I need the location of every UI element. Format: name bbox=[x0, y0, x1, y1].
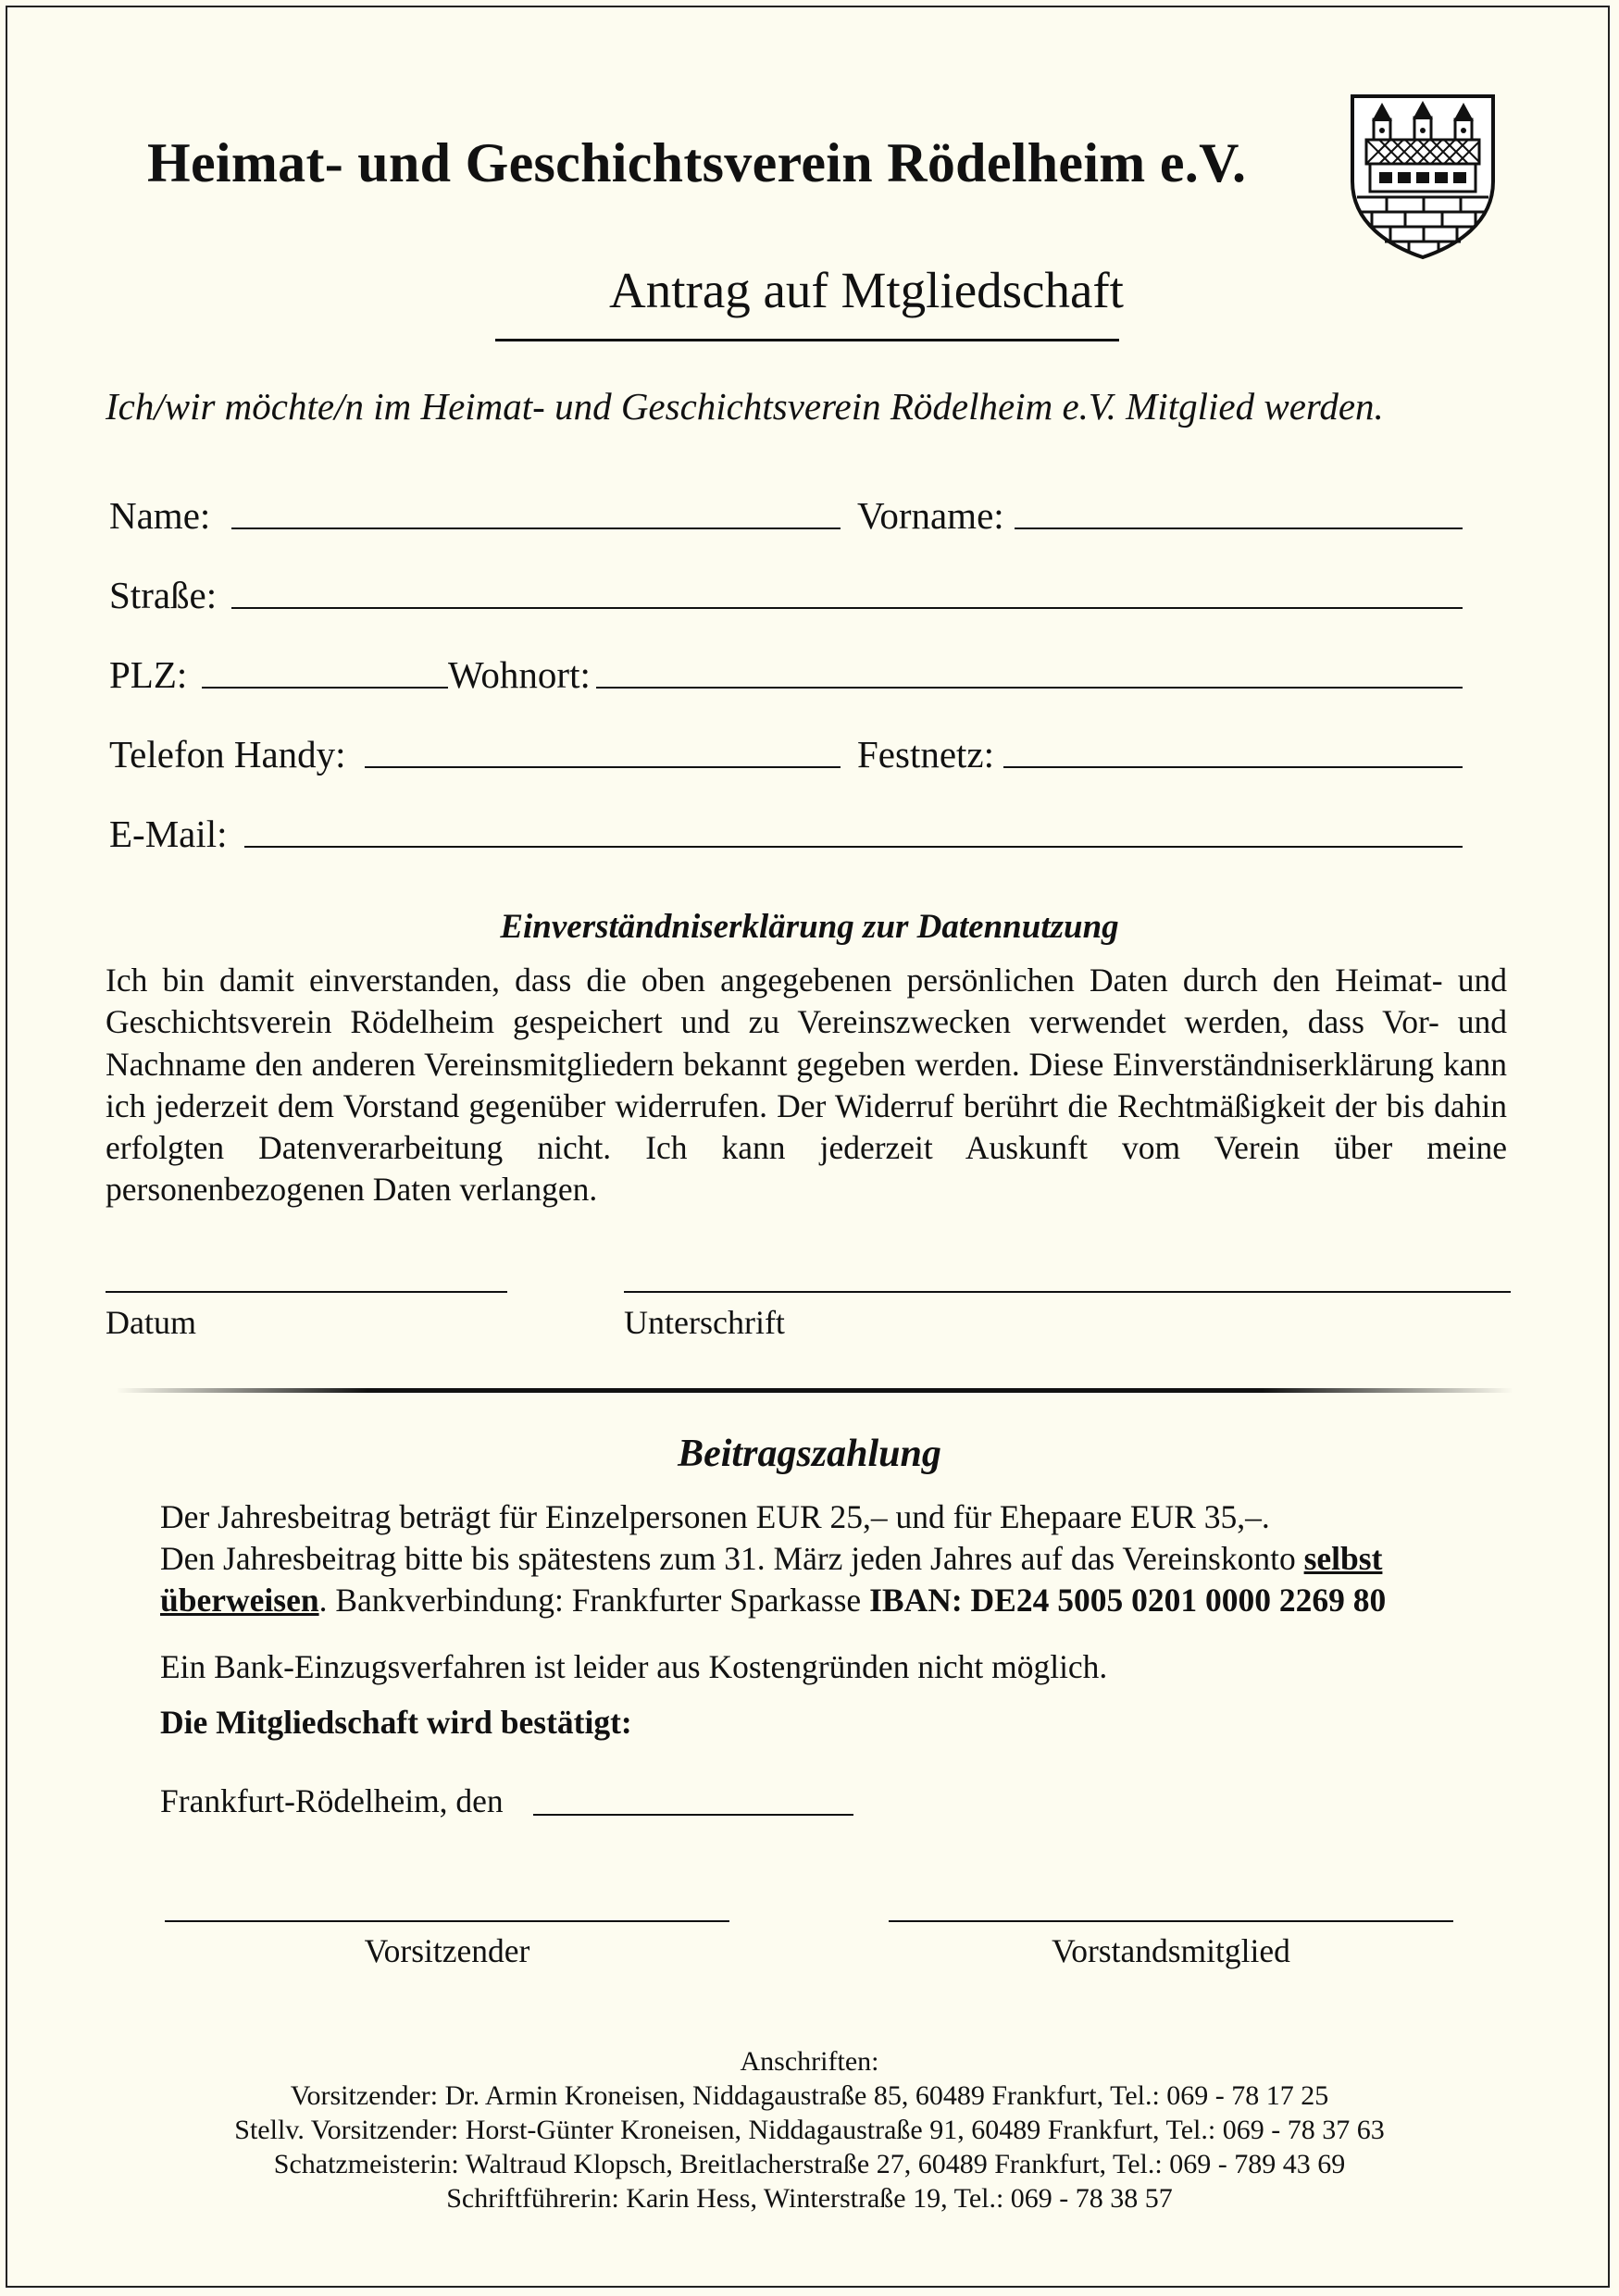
name-field[interactable] bbox=[231, 527, 841, 529]
selbst-emphasis: selbst bbox=[1303, 1540, 1383, 1577]
address-line: Stellv. Vorsitzender: Horst-Günter Kroneisen, Niddagaustraße 91, 60489 Frankfurt, Tel.: 069 - 78 37 63 bbox=[234, 2115, 1385, 2145]
bank-line bbox=[160, 1581, 1386, 1620]
place-date-label: Frankfurt-Rödelheim, den bbox=[160, 1782, 504, 1819]
strasse-label: Straße: bbox=[109, 574, 218, 616]
datum-field[interactable] bbox=[106, 1291, 507, 1293]
coat-of-arms-icon bbox=[1350, 93, 1496, 260]
strasse-field[interactable] bbox=[231, 607, 1463, 609]
intro-statement: Ich/wir möchte/n im Heimat- und Geschichtsverein Rödelheim e.V. Mitglied werden. bbox=[106, 385, 1384, 428]
address-line: Vorsitzender: Dr. Armin Kroneisen, Niddagaustraße 85, 60489 Frankfurt, Tel.: 069 - 78 17 25 bbox=[290, 2080, 1329, 2111]
wohnort-label: Wohnort: bbox=[448, 653, 591, 696]
name-label: Name: bbox=[109, 494, 211, 537]
vorsitzender-signature-field[interactable] bbox=[165, 1920, 729, 1922]
festnetz-field[interactable] bbox=[1003, 766, 1463, 768]
plz-field[interactable] bbox=[202, 687, 448, 689]
vorname-field[interactable] bbox=[1015, 527, 1463, 529]
telefon-handy-label: Telefon Handy: bbox=[109, 733, 346, 776]
wohnort-field[interactable] bbox=[596, 687, 1463, 689]
confirmation-heading: Die Mitgliedschaft wird bestätigt: bbox=[160, 1704, 632, 1741]
address-line: Schriftführerin: Karin Hess, Winterstraße 19, Tel.: 069 - 78 38 57 bbox=[446, 2183, 1173, 2214]
vorsitzender-label: Vorsitzender bbox=[364, 1932, 530, 1969]
unterschrift-label: Unterschrift bbox=[624, 1304, 785, 1341]
email-label: E-Mail: bbox=[109, 813, 228, 855]
title-underline bbox=[495, 339, 1119, 341]
section-divider bbox=[116, 1388, 1513, 1393]
fee-line: Der Jahresbeitrag beträgt für Einzelpersonen EUR 25,– und für Ehepaare EUR 35,–. bbox=[160, 1498, 1270, 1535]
confirmation-date-field[interactable] bbox=[533, 1814, 853, 1816]
iban: IBAN: DE24 5005 0201 0000 2269 80 bbox=[869, 1582, 1387, 1619]
consent-title: Einverständniserklärung zur Datennutzung bbox=[500, 908, 1119, 946]
vorname-label: Vorname: bbox=[857, 494, 1004, 537]
unterschrift-field[interactable] bbox=[624, 1291, 1511, 1293]
email-field[interactable] bbox=[244, 846, 1463, 848]
festnetz-label: Festnetz: bbox=[857, 733, 995, 776]
datum-label: Datum bbox=[106, 1304, 196, 1341]
consent-text: Ich bin damit einverstanden, dass die oben angegebenen persönlichen Daten durch den Heimat- und Geschichtsverein Rödelheim gespeichert und zu Vereinszwecken verwendet werden, dass Vor- und Nachname den anderen Vereinsmitgliedern bekannt gegeben werden. Diese Einverständniserklärung kann ich jederzeit dem Vorstand gegenüber widerrufen. Der Widerruf berührt die Rechtmäßigkeit der bis dahin erfolgten Datenverarbeitung nicht. Ich kann jederzeit Auskunft vom Verein über meine personenbezogenen Daten verlangen. bbox=[106, 962, 1507, 1209]
beitrag-title: Beitragszahlung bbox=[678, 1433, 941, 1475]
transfer-line bbox=[160, 1539, 1382, 1578]
ueberweisen-emphasis: überweisen bbox=[160, 1582, 319, 1619]
no-debit-note: Ein Bank-Einzugsverfahren ist leider aus Kostengründen nicht möglich. bbox=[160, 1648, 1108, 1685]
form-title: Antrag auf Mtgliedschaft bbox=[609, 262, 1124, 318]
vorstandsmitglied-label: Vorstandsmitglied bbox=[1052, 1932, 1290, 1969]
transfer-text: Den Jahresbeitrag bitte bis spätestens zum 31. März jeden Jahres auf das Vereinskonto bbox=[160, 1540, 1296, 1577]
vorstandsmitglied-signature-field[interactable] bbox=[889, 1920, 1453, 1922]
bank-text: . Bankverbindung: Frankfurter Sparkasse bbox=[318, 1582, 862, 1619]
address-line: Schatzmeisterin: Waltraud Klopsch, Breitlacherstraße 27, 60489 Frankfurt, Tel.: 069 - 789 43 69 bbox=[273, 2149, 1346, 2179]
telefon-handy-field[interactable] bbox=[365, 766, 841, 768]
organization-name: Heimat- und Geschichtsverein Rödelheim e.V. bbox=[147, 132, 1247, 193]
addresses-heading: Anschriften: bbox=[740, 2046, 879, 2077]
plz-label: PLZ: bbox=[109, 653, 188, 696]
